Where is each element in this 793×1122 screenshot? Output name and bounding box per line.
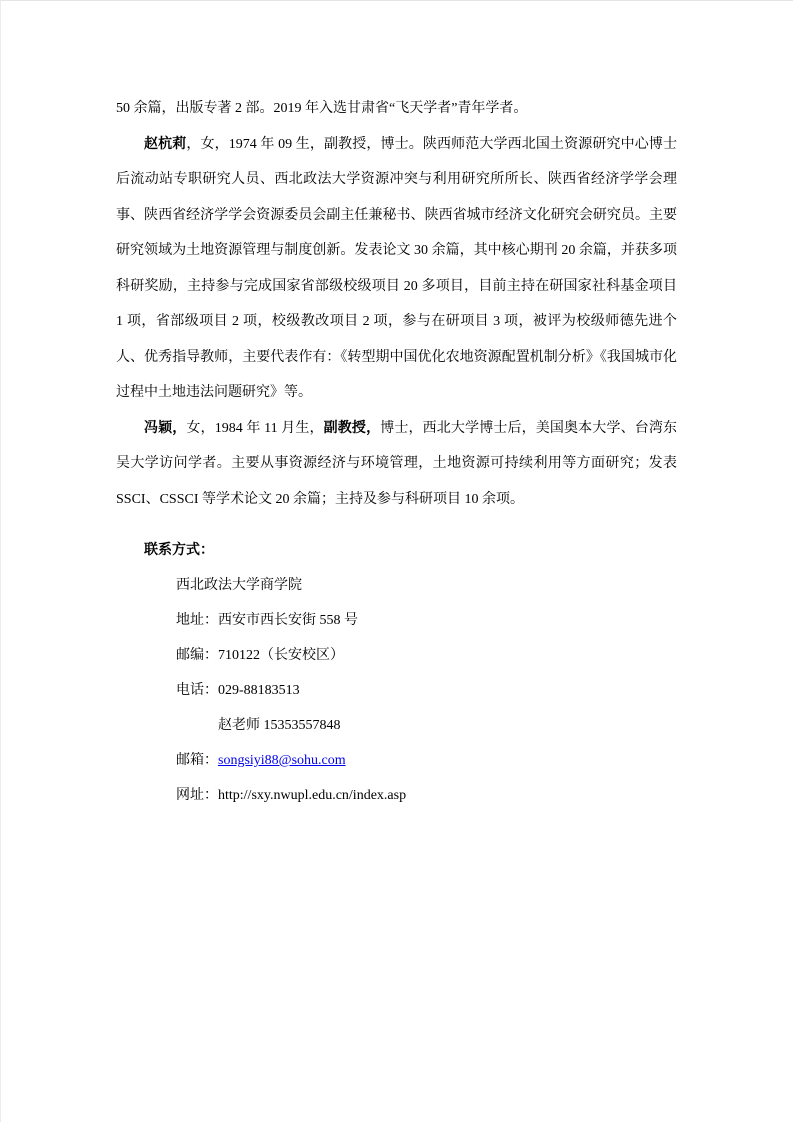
contact-institution: 西北政法大学商学院 (176, 578, 302, 593)
phone-label: 电话： (176, 683, 218, 698)
contact-email-line (176, 743, 677, 778)
contact-section (116, 533, 677, 813)
contact-postcode-line (176, 638, 677, 673)
website-label: 网址： (176, 788, 218, 803)
address-value: 西安市西长安街 558 号 (218, 613, 358, 628)
contact-phone-line (176, 673, 677, 708)
phone2-value: 赵老师 15353557848 (218, 718, 341, 733)
contact-address-line (176, 603, 677, 638)
contact-phone2-line (176, 708, 677, 743)
website-value: http://sxy.nwupl.edu.cn/index.asp (218, 788, 407, 803)
bio-zhao-text: ，女，1974 年 09 生，副教授，博士。陕西师范大学西北国土资源研究中心博士后流动站专职研究人员、西北政法大学资源冲突与利用研究所所长、陕西省经济学学会理事、陕西省经济学学会资源委员会副主任兼秘书、陕西省城市经济文化研究会研究员。主要研究领域为土地资源管理与制度创新。发表论文 30 余篇，其中核心期刊 20 余篇，并获多项科研奖励，主持参与完成国家省部级校级项目 20 多项目，目前主持在研国家社科基金项目 1 项，省部级项目 2 项，校级教改项目 2 项，参与在研项目 3 项，被评为校级师德先进个人、优秀指导教师，主要代表作有：《转型期中国优化农地资源配置机制分析》《我国城市化过程中土地违法问题研究》等。 (116, 136, 677, 400)
page-content (116, 91, 677, 813)
paragraph-bio-feng (116, 411, 677, 518)
bio-feng-name: 冯颖， (144, 420, 187, 436)
paragraph-continuation: 50 余篇，出版专著 2 部。2019 年入选甘肃省“飞天学者”青年学者。 (116, 101, 528, 116)
bio-feng-text-2: 博士，西北大学博士后，美国奥本大学、台湾东吴大学访问学者。主要从事资源经济与环境管理，土地资源可持续利用等方面研究；发表 SSCI、CSSCI 等学术论文 20 余篇；主持及参与科研项目 10 余项。 (116, 420, 678, 507)
bio-feng-title: 副教授， (323, 420, 381, 436)
postcode-value: 710122（长安校区） (218, 648, 344, 663)
email-label: 邮箱： (176, 753, 218, 768)
postcode-label: 邮编： (176, 648, 218, 663)
address-label: 地址： (176, 613, 218, 628)
contact-heading: 联系方式： (144, 543, 214, 558)
email-link[interactable]: songsiyi88@sohu.com (218, 753, 346, 768)
phone-value: 029-88183513 (218, 683, 300, 698)
paragraph-bio-zhao (116, 127, 677, 411)
bio-feng-text-1: 女，1984 年 11 月生， (186, 420, 324, 436)
bio-zhao-name: 赵杭莉 (144, 136, 187, 152)
contact-website-line (176, 778, 677, 813)
